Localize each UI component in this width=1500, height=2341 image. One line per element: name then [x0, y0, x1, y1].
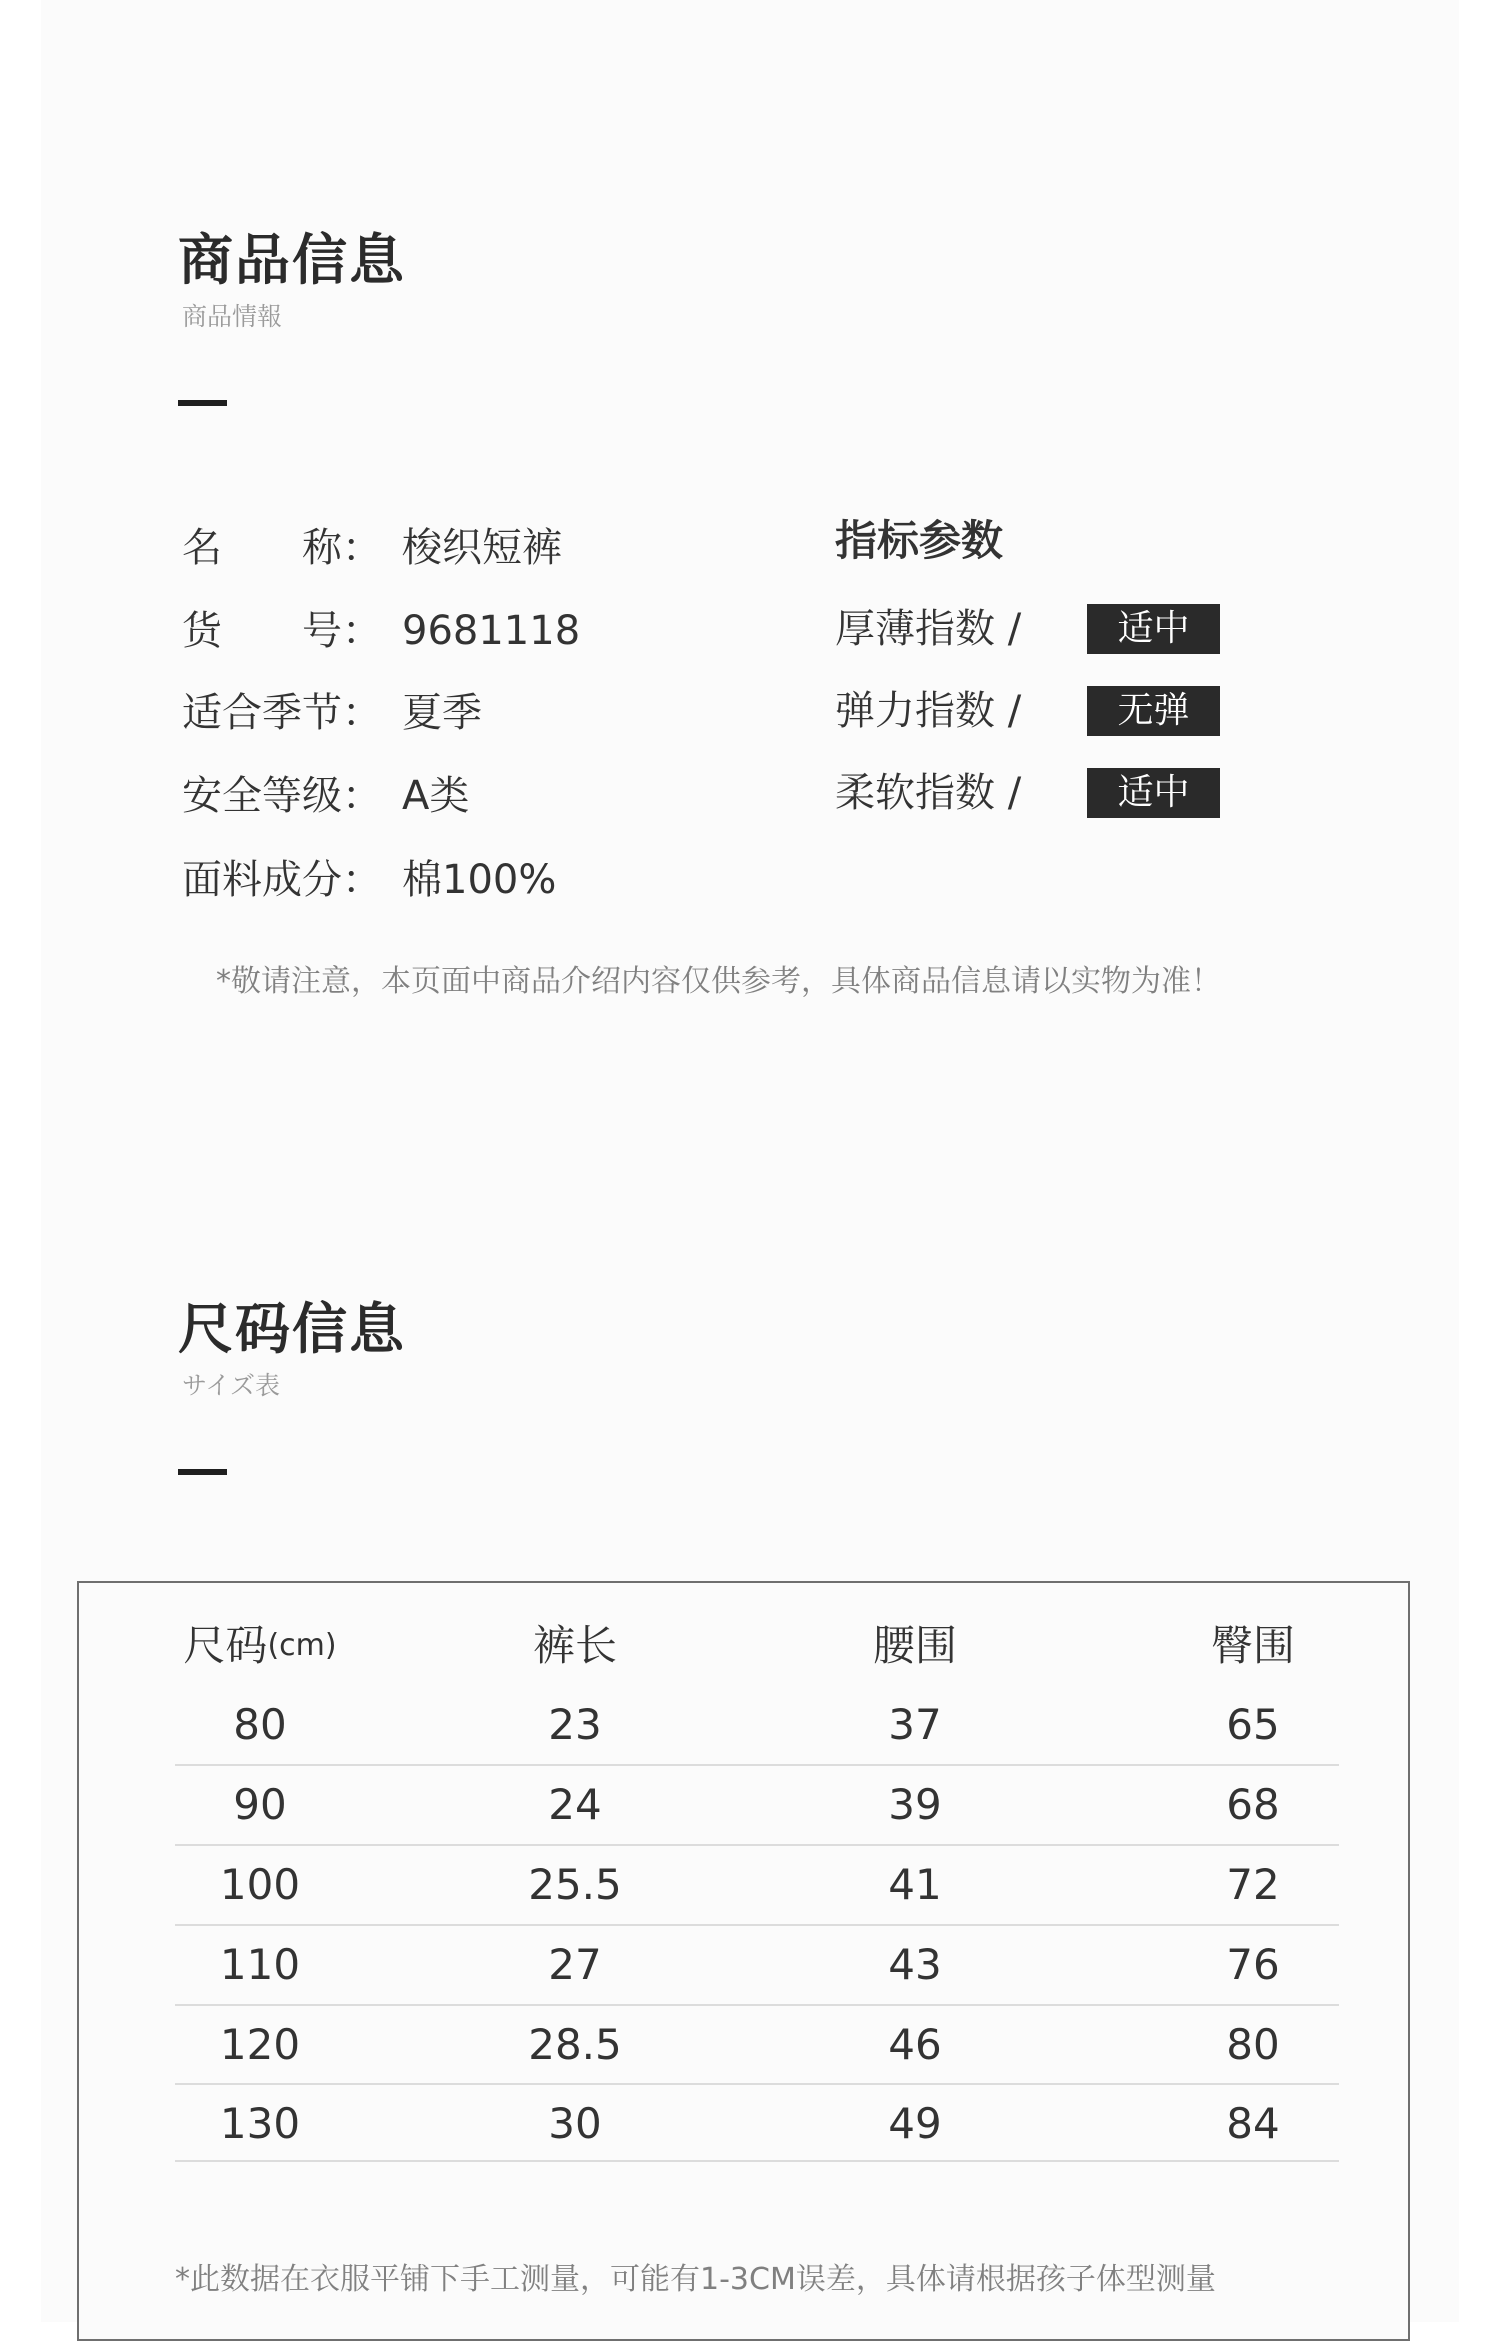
- cell-hip: 80: [1226, 2019, 1280, 2069]
- table-row: [175, 1845, 1339, 1924]
- cell-hip: 72: [1226, 1859, 1280, 1909]
- info-label: 名 称：: [182, 525, 382, 571]
- cell-length: 24: [548, 1779, 602, 1829]
- cell-size: 80: [233, 1699, 287, 1749]
- size-section-title: 尺码信息: [178, 1297, 407, 1361]
- metric-row-thickness: [835, 604, 1220, 654]
- info-row-safety-level: [182, 771, 469, 821]
- info-value: 棉100%: [402, 857, 557, 903]
- table-row: [175, 1685, 1339, 1764]
- metric-label: 弹力指数 /: [835, 688, 1022, 734]
- info-value: 9681118: [402, 608, 581, 654]
- size-table-header: [175, 1606, 1339, 1685]
- metrics-title: 指标参数: [835, 516, 1004, 565]
- info-label: 货 号：: [182, 608, 382, 654]
- cell-size: 120: [219, 2019, 301, 2069]
- metric-label: 柔软指数 /: [835, 770, 1022, 816]
- table-row: [175, 1765, 1339, 1844]
- header-size-label: 尺码: [183, 1620, 268, 1670]
- info-value: 梭织短裤: [402, 525, 562, 571]
- cell-waist: 43: [888, 1939, 942, 1989]
- product-section-subtitle: 商品情報: [182, 302, 283, 331]
- cell-waist: 37: [888, 1699, 942, 1749]
- info-row-season: [182, 688, 482, 738]
- cell-length: 27: [548, 1939, 602, 1989]
- info-row-item-number: [182, 606, 580, 656]
- info-label: 安全等级：: [182, 773, 382, 819]
- cell-waist: 49: [888, 2098, 942, 2148]
- info-row-fabric: [182, 855, 556, 905]
- info-value: 夏季: [402, 690, 482, 736]
- cell-length: 25.5: [528, 1859, 622, 1909]
- cell-hip: 76: [1226, 1939, 1280, 1989]
- header-size: [175, 1606, 345, 1685]
- header-waist: 腰围: [872, 1620, 957, 1670]
- cell-length: 28.5: [528, 2019, 622, 2069]
- cell-hip: 65: [1226, 1699, 1280, 1749]
- metric-badge: 无弹: [1087, 686, 1220, 736]
- row-divider: [175, 2160, 1339, 2162]
- cell-hip: 84: [1226, 2098, 1280, 2148]
- cell-length: 23: [548, 1699, 602, 1749]
- product-section-title: 商品信息: [178, 228, 407, 292]
- cell-size: 100: [219, 1859, 301, 1909]
- table-row: [175, 2084, 1339, 2163]
- cell-hip: 68: [1226, 1779, 1280, 1829]
- metric-badge: 适中: [1087, 768, 1220, 818]
- header-size-unit: (cm): [267, 1627, 337, 1663]
- product-notice: *敬请注意，本页面中商品介绍内容仅供参考，具体商品信息请以实物为准！: [216, 964, 1221, 999]
- metric-label: 厚薄指数 /: [835, 606, 1022, 652]
- metric-row-softness: [835, 768, 1220, 818]
- info-label: 面料成分：: [182, 857, 382, 903]
- size-footnote: *此数据在衣服平铺下手工测量，可能有1-3CM误差，具体请根据孩子体型测量: [175, 2262, 1216, 2297]
- cell-waist: 46: [888, 2019, 942, 2069]
- product-section-divider: [178, 400, 227, 406]
- table-row: [175, 1925, 1339, 2004]
- header-hip: 臀围: [1210, 1620, 1295, 1670]
- size-table: [77, 1581, 1410, 2341]
- cell-length: 30: [548, 2098, 602, 2148]
- table-row: [175, 2005, 1339, 2084]
- header-length: 裤长: [532, 1620, 617, 1670]
- metric-row-elasticity: [835, 686, 1220, 736]
- info-row-name: [182, 523, 562, 573]
- size-section-subtitle: サイズ表: [182, 1371, 281, 1400]
- info-label: 适合季节：: [182, 690, 382, 736]
- metric-badge: 适中: [1087, 604, 1220, 654]
- info-value: A类: [402, 773, 470, 819]
- cell-size: 130: [219, 2098, 301, 2148]
- cell-waist: 41: [888, 1859, 942, 1909]
- cell-waist: 39: [888, 1779, 942, 1829]
- cell-size: 110: [219, 1939, 301, 1989]
- cell-size: 90: [233, 1779, 287, 1829]
- size-section-divider: [178, 1469, 227, 1475]
